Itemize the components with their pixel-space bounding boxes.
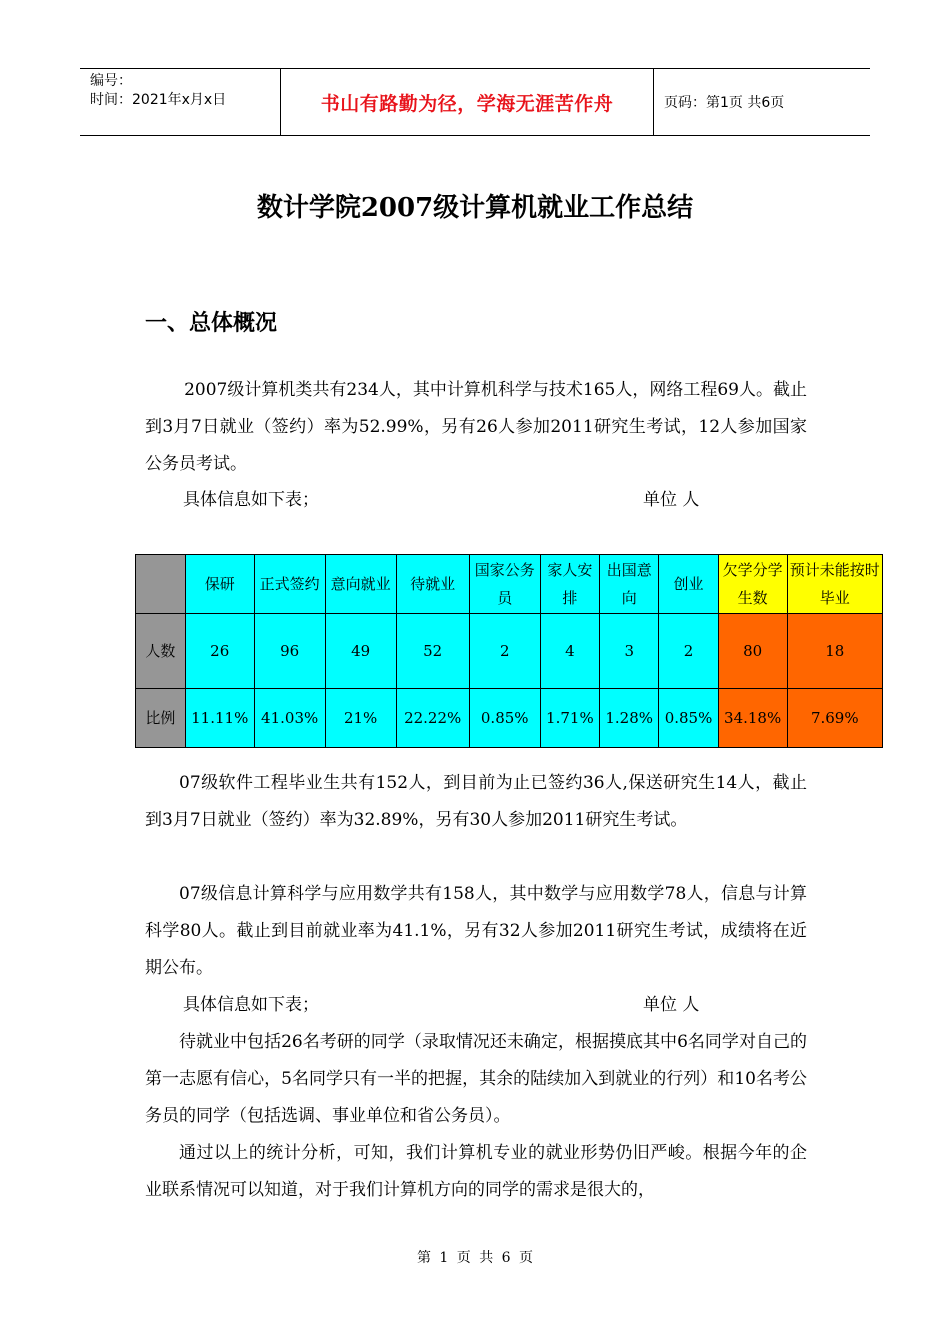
table-cell: 1.28% — [600, 689, 659, 748]
table-cell: 80 — [718, 614, 787, 689]
table-header-row — [136, 555, 883, 614]
table-cell: 2 — [469, 614, 540, 689]
table-cell: 26 — [185, 614, 254, 689]
header-motto: 书山有路勤为径，学海无涯苦作舟 — [281, 69, 654, 135]
table-cell: 2 — [659, 614, 718, 689]
table-cell: 18 — [787, 614, 882, 689]
table-cell: 7.69% — [787, 689, 882, 748]
table-header-cell: 意向就业 — [325, 555, 396, 614]
table-header-cell: 预计未能按时毕业 — [787, 555, 882, 614]
time-label: 时间：2021年x月x日 — [90, 92, 227, 108]
paragraph-software-engineering: 07级软件工程毕业生共有152人，到目前为止已签约36人,保送研究生14人，截止到3月7日就业（签约）率为32.89%，另有30人参加2011研究生考试。 — [145, 773, 807, 830]
table-cell: 52 — [396, 614, 469, 689]
table-header-cell: 出国意向 — [600, 555, 659, 614]
paragraph-pending-employment: 待就业中包括26名考研的同学（录取情况还未确定，根据摸底其中6名同学对自己的第一志愿有信心，5名同学只有一半的把握，其余的陆续加入到就业的行列）和10名考公务员的同学（包括选调、事业单位和省公务员）。 — [145, 1032, 807, 1126]
paragraph-computer-overview: 2007级计算机类共有234人，其中计算机科学与技术165人，网络工程69人。截止到3月7日就业（签约）率为52.99%，另有26人参加2011研究生考试，12人参加国家公务员考试。 — [145, 380, 807, 474]
row-label: 人数 — [136, 614, 186, 689]
table-cell: 96 — [254, 614, 325, 689]
row-label: 比例 — [136, 689, 186, 748]
table-cell: 1.71% — [540, 689, 599, 748]
table-row — [136, 689, 883, 748]
table-header-cell: 正式签约 — [254, 555, 325, 614]
unit-label: 单位 人 — [643, 995, 700, 1015]
table-caption-line — [183, 987, 803, 1024]
table-header-cell: 保研 — [185, 555, 254, 614]
table-cell: 11.11% — [185, 689, 254, 748]
table-cell: 0.85% — [659, 689, 718, 748]
page-footer: 第 1 页 共 6 页 — [416, 1250, 534, 1266]
table-cell: 49 — [325, 614, 396, 689]
table-header-cell: 国家公务员 — [469, 555, 540, 614]
employment-table — [135, 554, 883, 748]
table-cell: 22.22% — [396, 689, 469, 748]
table-cell: 21% — [325, 689, 396, 748]
table-cell: 0.85% — [469, 689, 540, 748]
paragraph-math-info: 07级信息计算科学与应用数学共有158人，其中数学与应用数学78人，信息与计算科学80人。截止到目前就业率为41.1%，另有32人参加2011研究生考试，成绩将在近期公布。 — [145, 884, 807, 978]
paragraph-analysis: 通过以上的统计分析，可知，我们计算机专业的就业形势仍旧严峻。根据今年的企业联系情况可以知道，对于我们计算机方向的同学的需求是很大的， — [145, 1143, 807, 1200]
unit-label: 单位 人 — [643, 490, 700, 510]
table-caption: 具体信息如下表； — [183, 995, 319, 1015]
number-label: 编号： — [90, 73, 132, 89]
document-header — [80, 68, 870, 136]
table-row — [136, 614, 883, 689]
document-title: 数计学院2007级计算机就业工作总结 — [256, 193, 694, 223]
table-corner-cell — [136, 555, 186, 614]
table-header-cell: 创业 — [659, 555, 718, 614]
table-cell: 34.18% — [718, 689, 787, 748]
table-cell: 4 — [540, 614, 599, 689]
table-caption-line — [183, 482, 803, 519]
table-cell: 3 — [600, 614, 659, 689]
table-header-cell: 家人安排 — [540, 555, 599, 614]
table-cell: 41.03% — [254, 689, 325, 748]
table-header-cell: 待就业 — [396, 555, 469, 614]
table-caption: 具体信息如下表； — [183, 490, 319, 510]
section-heading: 一、总体概况 — [145, 310, 278, 336]
header-page-info: 页码：第1页 共6页 — [664, 95, 785, 111]
header-meta — [80, 69, 281, 135]
table-header-cell: 欠学分学生数 — [718, 555, 787, 614]
